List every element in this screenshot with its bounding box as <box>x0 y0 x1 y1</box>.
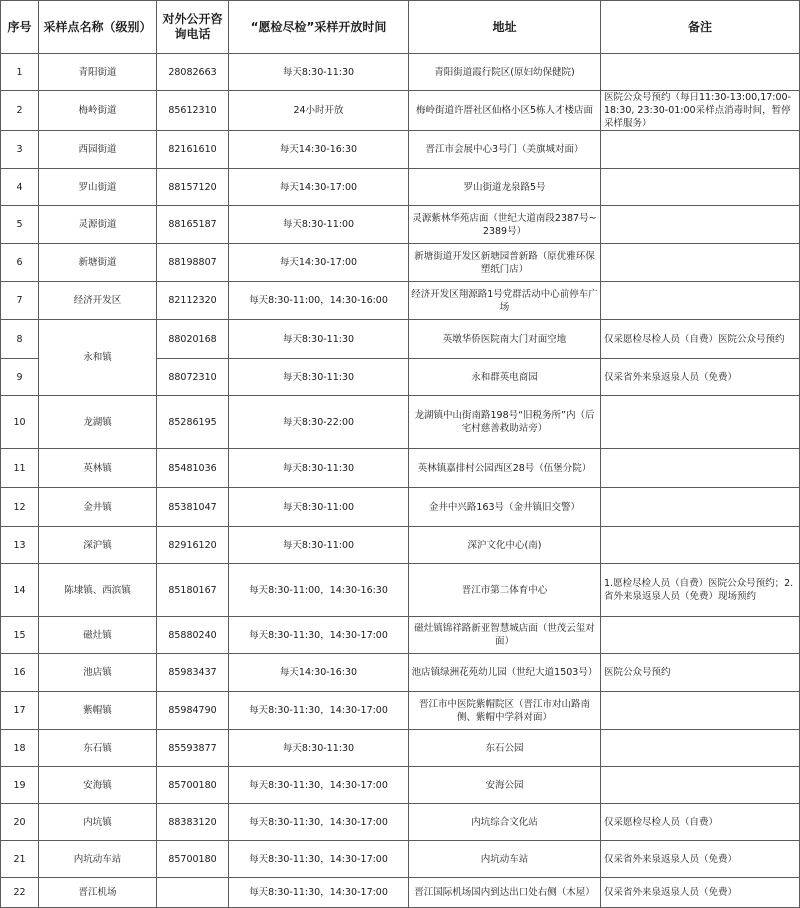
address-cell: 罗山街道龙泉路5号 <box>409 169 601 206</box>
remark-cell <box>601 692 800 730</box>
address-cell: 安海公园 <box>409 767 601 804</box>
table-row <box>1 91 800 131</box>
hours-cell: 每天8:30-11:00，14:30-16:00 <box>229 282 409 320</box>
table-row <box>1 206 800 244</box>
hours-cell: 每天8:30-11:30，14:30-17:00 <box>229 878 409 908</box>
hours-cell: 每天14:30-17:00 <box>229 169 409 206</box>
seq-cell: 7 <box>1 282 39 320</box>
table-row <box>1 654 800 692</box>
hours-cell: 每天8:30-11:30 <box>229 54 409 91</box>
phone-cell: 85984790 <box>157 692 229 730</box>
seq-cell: 22 <box>1 878 39 908</box>
address-cell: 梅岭街道许厝社区仙格小区5栋人才楼店面 <box>409 91 601 131</box>
table-row <box>1 841 800 878</box>
phone-cell: 85481036 <box>157 449 229 488</box>
address-cell: 新塘街道开发区新塘园普新路（原优雅环保塑纸门店） <box>409 244 601 282</box>
seq-cell: 21 <box>1 841 39 878</box>
header-address: 地址 <box>409 1 601 54</box>
site-name-cell: 深沪镇 <box>39 527 157 564</box>
hours-cell: 每天8:30-11:00 <box>229 206 409 244</box>
site-name-cell: 安海镇 <box>39 767 157 804</box>
table-row <box>1 564 800 617</box>
site-name-cell: 英林镇 <box>39 449 157 488</box>
address-cell: 经济开发区翔源路1号党群活动中心前停车广场 <box>409 282 601 320</box>
table-row <box>1 282 800 320</box>
seq-cell: 20 <box>1 804 39 841</box>
header-name: 采样点名称（级别） <box>39 1 157 54</box>
table-row <box>1 54 800 91</box>
seq-cell: 5 <box>1 206 39 244</box>
site-name-cell: 磁灶镇 <box>39 617 157 654</box>
remark-cell <box>601 449 800 488</box>
header-seq: 序号 <box>1 1 39 54</box>
site-name-cell: 内坑动车站 <box>39 841 157 878</box>
table-row <box>1 730 800 767</box>
table-row <box>1 804 800 841</box>
address-cell: 内坑动车站 <box>409 841 601 878</box>
site-name-cell: 紫帽镇 <box>39 692 157 730</box>
site-name-cell: 青阳街道 <box>39 54 157 91</box>
table-row <box>1 617 800 654</box>
remark-cell: 医院公众号预约 <box>601 654 800 692</box>
address-cell: 晋江市第二体育中心 <box>409 564 601 617</box>
seq-cell: 10 <box>1 396 39 449</box>
table-row <box>1 320 800 359</box>
remark-cell <box>601 396 800 449</box>
site-name-cell: 灵源街道 <box>39 206 157 244</box>
hours-cell: 每天8:30-11:30，14:30-17:00 <box>229 692 409 730</box>
site-name-cell: 永和镇 <box>39 320 157 396</box>
seq-cell: 13 <box>1 527 39 564</box>
seq-cell: 17 <box>1 692 39 730</box>
hours-cell: 每天8:30-11:00 <box>229 488 409 527</box>
hours-cell: 每天8:30-11:30 <box>229 359 409 396</box>
header-phone: 对外公开咨询电话 <box>157 1 229 54</box>
table-row <box>1 244 800 282</box>
header-remark: 备注 <box>601 1 800 54</box>
remark-cell <box>601 169 800 206</box>
seq-cell: 3 <box>1 131 39 169</box>
site-name-cell: 西园街道 <box>39 131 157 169</box>
remark-cell <box>601 527 800 564</box>
address-cell: 内坑综合文化站 <box>409 804 601 841</box>
phone-cell: 82112320 <box>157 282 229 320</box>
table-row <box>1 169 800 206</box>
site-name-cell: 经济开发区 <box>39 282 157 320</box>
remark-cell: 仅采省外来泉返泉人员（免费） <box>601 841 800 878</box>
phone-cell: 82161610 <box>157 131 229 169</box>
phone-cell: 85700180 <box>157 767 229 804</box>
seq-cell: 6 <box>1 244 39 282</box>
site-name-cell: 金井镇 <box>39 488 157 527</box>
phone-cell: 88383120 <box>157 804 229 841</box>
table-row <box>1 527 800 564</box>
seq-cell: 18 <box>1 730 39 767</box>
address-cell: 龙湖镇中山街南路198号“旧税务所”内（后宅村慈善救助站旁） <box>409 396 601 449</box>
remark-cell <box>601 617 800 654</box>
remark-cell <box>601 244 800 282</box>
table-row <box>1 449 800 488</box>
hours-cell: 每天8:30-11:30 <box>229 449 409 488</box>
address-cell: 永和群英电商园 <box>409 359 601 396</box>
site-name-cell: 新塘街道 <box>39 244 157 282</box>
seq-cell: 14 <box>1 564 39 617</box>
seq-cell: 11 <box>1 449 39 488</box>
seq-cell: 19 <box>1 767 39 804</box>
seq-cell: 9 <box>1 359 39 396</box>
hours-cell: 每天8:30-11:00，14:30-16:30 <box>229 564 409 617</box>
phone-cell: 85880240 <box>157 617 229 654</box>
address-cell: 磁灶镇锦祥路新亚智慧城店面（世茂云玺对面） <box>409 617 601 654</box>
seq-cell: 12 <box>1 488 39 527</box>
remark-cell: 仅采省外来泉返泉人员（免费） <box>601 359 800 396</box>
address-cell: 晋江市会展中心3号门（美旗城对面） <box>409 131 601 169</box>
address-cell: 英墩华侨医院南大门对面空地 <box>409 320 601 359</box>
site-name-cell: 内坑镇 <box>39 804 157 841</box>
hours-cell: 每天8:30-11:30 <box>229 730 409 767</box>
phone-cell: 28082663 <box>157 54 229 91</box>
remark-cell <box>601 131 800 169</box>
remark-cell: 1.愿检尽检人员（自费）医院公众号预约；2.省外来泉返泉人员（免费）现场预约 <box>601 564 800 617</box>
phone-cell: 85983437 <box>157 654 229 692</box>
remark-cell <box>601 730 800 767</box>
phone-cell: 88165187 <box>157 206 229 244</box>
table-row <box>1 396 800 449</box>
hours-cell: 每天8:30-11:30 <box>229 320 409 359</box>
remark-cell <box>601 54 800 91</box>
hours-cell: 每天14:30-16:30 <box>229 654 409 692</box>
site-name-cell: 池店镇 <box>39 654 157 692</box>
site-name-cell: 东石镇 <box>39 730 157 767</box>
seq-cell: 15 <box>1 617 39 654</box>
hours-cell: 每天14:30-16:30 <box>229 131 409 169</box>
remark-cell: 仅采愿检尽检人员（自费） <box>601 804 800 841</box>
table-row <box>1 488 800 527</box>
hours-cell: 每天14:30-17:00 <box>229 244 409 282</box>
site-name-cell: 晋江机场 <box>39 878 157 908</box>
phone-cell: 88198807 <box>157 244 229 282</box>
header-hours: “愿检尽检”采样开放时间 <box>229 1 409 54</box>
phone-cell <box>157 878 229 908</box>
phone-cell: 88020168 <box>157 320 229 359</box>
remark-cell: 仅采愿检尽检人员（自费）医院公众号预约 <box>601 320 800 359</box>
hours-cell: 每天8:30-11:30，14:30-17:00 <box>229 841 409 878</box>
phone-cell: 88157120 <box>157 169 229 206</box>
phone-cell: 85180167 <box>157 564 229 617</box>
address-cell: 晋江市中医院紫帽院区（晋江市对山路南侧、紫帽中学斜对面） <box>409 692 601 730</box>
phone-cell: 85612310 <box>157 91 229 131</box>
remark-cell <box>601 767 800 804</box>
remark-cell: 医院公众号预约（每日11:30-13:00,17:00-18:30, 23:30-01:00采样点消毒时间，暂停采样服务） <box>601 91 800 131</box>
address-cell: 金井中兴路163号（金井镇旧交警） <box>409 488 601 527</box>
header-row <box>1 1 800 54</box>
seq-cell: 16 <box>1 654 39 692</box>
phone-cell: 82916120 <box>157 527 229 564</box>
site-name-cell: 龙湖镇 <box>39 396 157 449</box>
table-row <box>1 767 800 804</box>
seq-cell: 1 <box>1 54 39 91</box>
hours-cell: 每天8:30-11:30，14:30-17:00 <box>229 804 409 841</box>
hours-cell: 24小时开放 <box>229 91 409 131</box>
address-cell: 晋江国际机场国内到达出口处右侧（木屋） <box>409 878 601 908</box>
remark-cell: 仅采省外来泉返泉人员（免费） <box>601 878 800 908</box>
site-name-cell: 陈埭镇、西滨镇 <box>39 564 157 617</box>
table-row <box>1 131 800 169</box>
address-cell: 灵源紫林华苑店面（世纪大道南段2387号~2389号） <box>409 206 601 244</box>
phone-cell: 85700180 <box>157 841 229 878</box>
address-cell: 青阳街道霞行院区(原妇幼保健院) <box>409 54 601 91</box>
phone-cell: 85593877 <box>157 730 229 767</box>
site-name-cell: 梅岭街道 <box>39 91 157 131</box>
seq-cell: 2 <box>1 91 39 131</box>
address-cell: 东石公园 <box>409 730 601 767</box>
remark-cell <box>601 488 800 527</box>
phone-cell: 85286195 <box>157 396 229 449</box>
phone-cell: 88072310 <box>157 359 229 396</box>
address-cell: 池店镇绿洲花苑幼儿园（世纪大道1503号） <box>409 654 601 692</box>
hours-cell: 每天8:30-11:00 <box>229 527 409 564</box>
seq-cell: 8 <box>1 320 39 359</box>
hours-cell: 每天8:30-22:00 <box>229 396 409 449</box>
remark-cell <box>601 206 800 244</box>
hours-cell: 每天8:30-11:30，14:30-17:00 <box>229 617 409 654</box>
address-cell: 英林镇嘉排村公园西区28号（伍堡分院） <box>409 449 601 488</box>
address-cell: 深沪文化中心(南) <box>409 527 601 564</box>
seq-cell: 4 <box>1 169 39 206</box>
hours-cell: 每天8:30-11:30，14:30-17:00 <box>229 767 409 804</box>
phone-cell: 85381047 <box>157 488 229 527</box>
table-row <box>1 692 800 730</box>
site-name-cell: 罗山街道 <box>39 169 157 206</box>
remark-cell <box>601 282 800 320</box>
table-row <box>1 878 800 908</box>
